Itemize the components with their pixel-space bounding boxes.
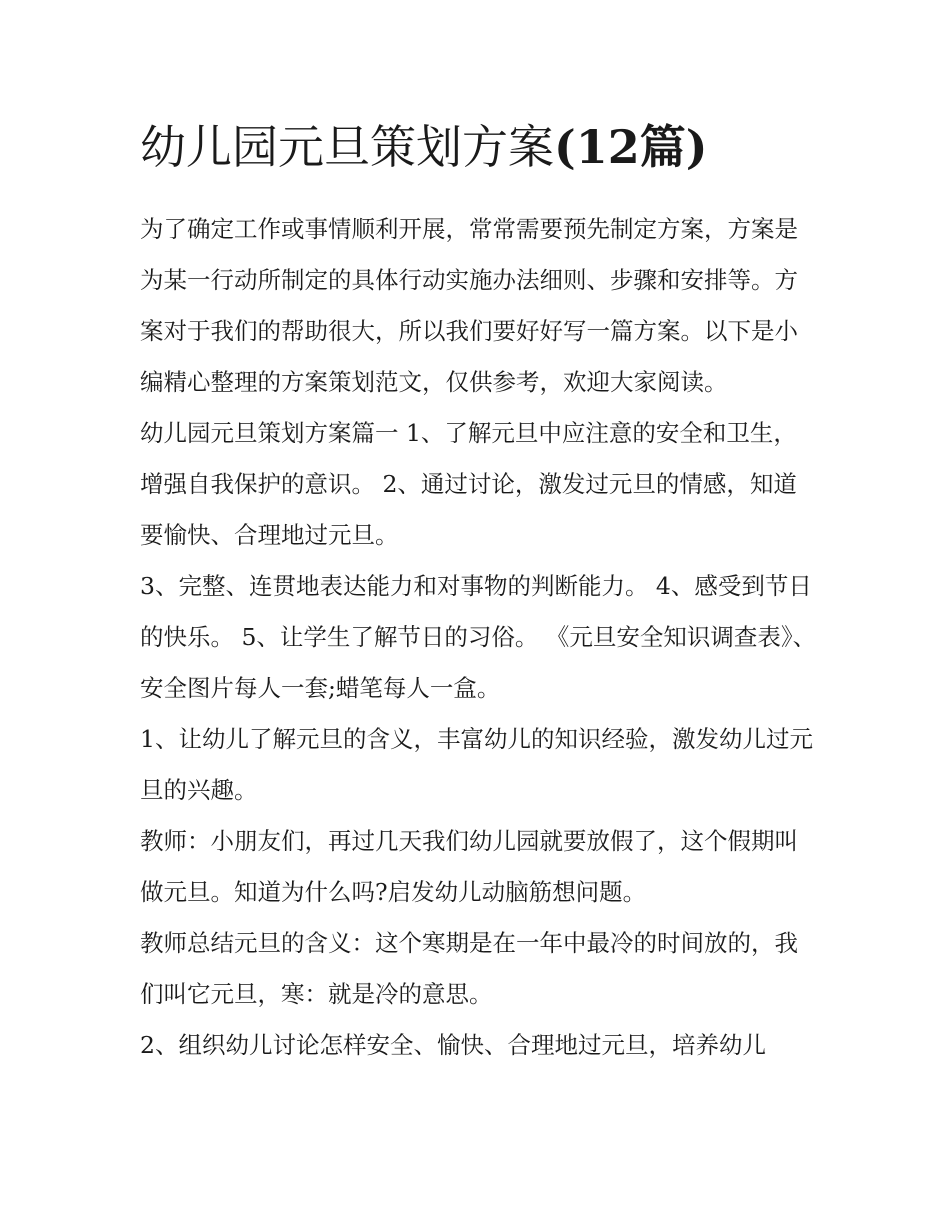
paragraph-step-1: 1、让幼儿了解元旦的含义，丰富幼儿的知识经验，激发幼儿过元旦的兴趣。 bbox=[140, 725, 813, 804]
paragraph-step-2: 2、组织幼儿讨论怎样安全、愉快、合理地过元旦，培养幼儿 bbox=[140, 1031, 766, 1059]
title-main: 幼儿园元旦策划方案 bbox=[140, 120, 554, 174]
paragraph-teacher-summary: 教师总结元旦的含义：这个寒期是在一年中最冷的时间放的，我们叫它元旦，寒：就是冷的意思。 bbox=[140, 929, 798, 1008]
paragraph-teacher-question: 教师：小朋友们，再过几天我们幼儿园就要放假了，这个假期叫做元旦。知道为什么吗?启发幼儿动脑筋想问题。 bbox=[140, 827, 798, 906]
document-page bbox=[140, 112, 820, 1071]
paragraph-intro: 为了确定工作或事情顺利开展，常常需要预先制定方案，方案是为某一行动所制定的具体行动实施办法细则、步骤和安排等。方案对于我们的帮助很大，所以我们要好好写一篇方案。以下是小编精心整理的方案策划范文，仅供参考，欢迎大家阅读。 bbox=[140, 215, 798, 396]
paragraph-goals-1: 幼儿园元旦策划方案篇一 1、了解元旦中应注意的安全和卫生，增强自我保护的意识。 2、通过讨论，激发过元旦的情感，知道要愉快、合理地过元旦。 bbox=[140, 419, 797, 549]
title-suffix: (12篇) bbox=[554, 120, 708, 174]
paragraph-goals-2: 3、完整、连贯地表达能力和对事物的判断能力。 4、感受到节日的快乐。 5、让学生了解节日的习俗。 《元旦安全知识调查表》、安全图片每人一套;蜡笔每人一盒。 bbox=[140, 572, 817, 702]
document-title bbox=[140, 112, 820, 182]
